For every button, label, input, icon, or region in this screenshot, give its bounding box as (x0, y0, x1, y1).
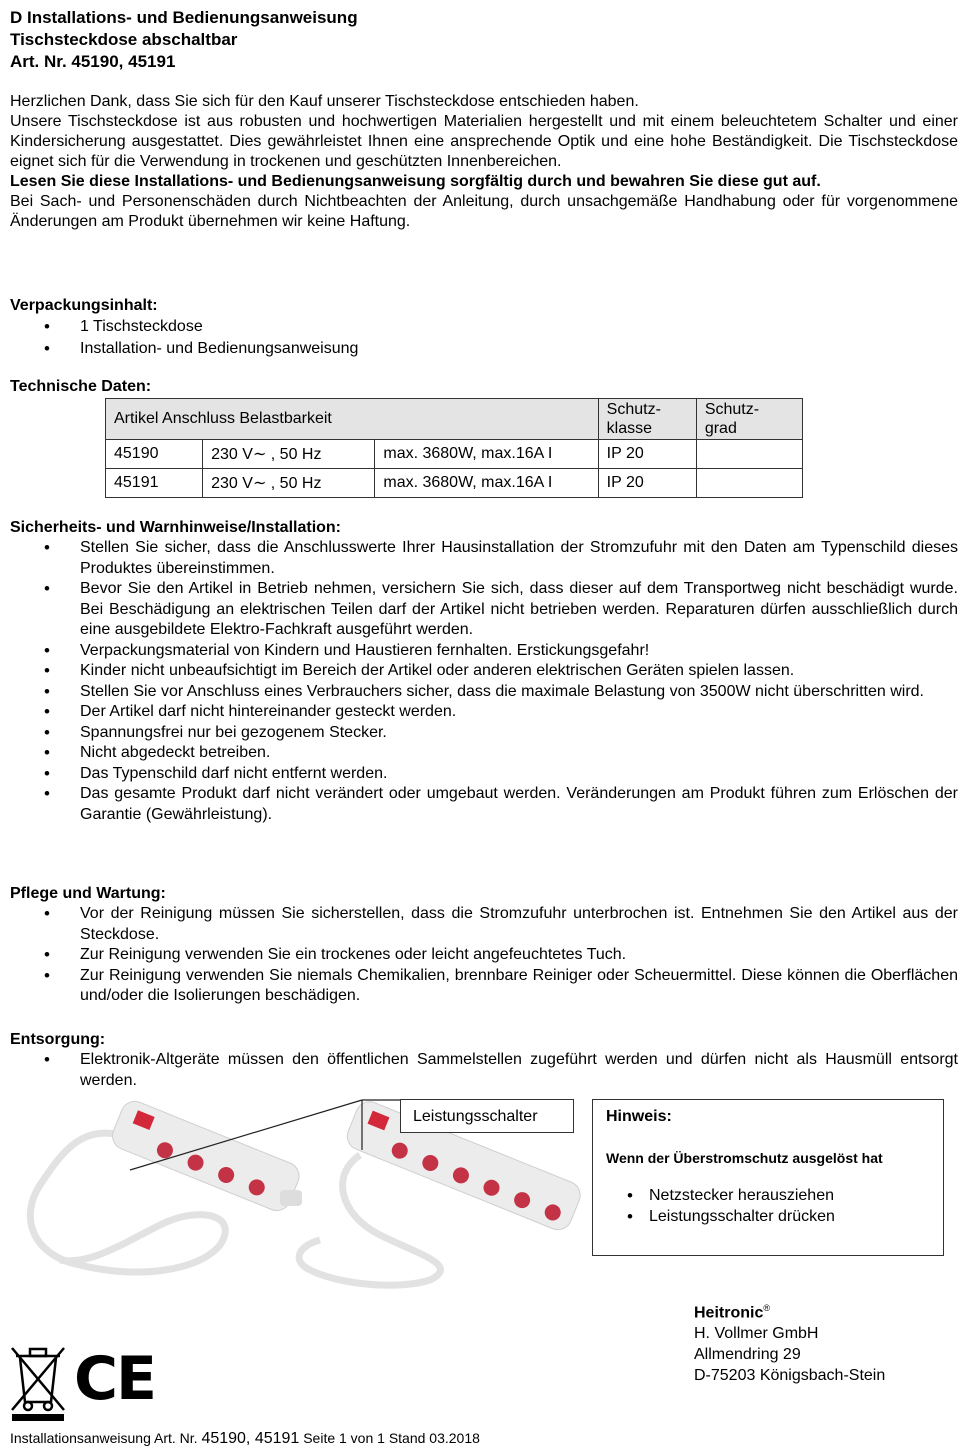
list-item: • Das gesamte Produkt darf nicht verändert oder umgebaut werden. Veränderungen am Produkt führen zum Erlöschen der Garantie (Gewährleistung). (10, 784, 958, 825)
switch-callout-label: Leistungsschalter (400, 1099, 574, 1133)
table-row (106, 469, 803, 498)
document-title (10, 7, 358, 73)
ce-mark: CE (74, 1344, 156, 1414)
company-street: Allmendring 29 (694, 1346, 801, 1364)
intro-description: Unsere Tischsteckdose ist aus robusten und hochwertigen Materialien hergestellt und mit einem beleuchtetem Schalter und einer Kindersicherung ausgestattet. Dies gewährleistet Ihnen eine ansprechende Optik und eine hohe Beständigkeit. Die Tischsteckdose eignet sich für die Verwendung in trockenen und geschützten Innenbereichen. (10, 113, 958, 170)
company-block (694, 1298, 885, 1386)
list-item: • Bevor Sie den Artikel in Betrieb nehmen, versichern Sie sich, dass dieser auf dem Transportweg nicht beschädigt wurde. Bei Beschädigung an elektrischen Teilen darf der Artikel nicht betrieben werden. Reparaturen dürfen ausschließlich durch eine ausgebildete Elektro-Fachkraft ausgeführt werden. (10, 579, 958, 641)
list-item: • Leistungsschalter drücken (593, 1207, 933, 1228)
safety-heading: Sicherheits- und Warnhinweise/Installation: (10, 519, 342, 536)
list-item: • Installation- und Bedienungsanweisung (10, 338, 958, 360)
weee-bin-icon (8, 1344, 68, 1422)
note-box (592, 1099, 944, 1256)
header-cell-articles (106, 399, 599, 440)
tech-table (105, 398, 803, 498)
list-item: • Elektronik-Altgeräte müssen den öffentlichen Sammelstellen zugeführt werden und dürfen nicht als Hausmüll entsorgt werden. (10, 1050, 958, 1091)
list-item: • Zur Reinigung verwenden Sie ein trockenes oder leicht angefeuchtetes Tuch. (10, 945, 958, 966)
list-item: • Netzstecker herausziehen (593, 1186, 933, 1207)
intro-section (10, 92, 958, 232)
care-section (10, 884, 958, 1007)
list-item: • Das Typenschild darf nicht entfernt werden. (10, 764, 958, 785)
care-heading: Pflege und Wartung: (10, 885, 166, 902)
cell-protection-degree (696, 440, 802, 469)
list-item: • Spannungsfrei nur bei gezogenem Stecker. (10, 723, 958, 744)
footer-article-numbers: 45190, 45191 (201, 1430, 300, 1447)
title-line-2: Tischsteckdose abschaltbar (10, 30, 238, 49)
list-item: • Vor der Reinigung müssen Sie sicherstellen, dass die Stromzufuhr unterbrochen ist. Entnehmen Sie den Artikel aus der Steckdose. (10, 904, 958, 945)
intro-liability: Bei Sach- und Personenschäden durch Nichtbeachten der Anleitung, durch unsachgemäße Handhabung oder für vorgenommene Änderungen am Produkt übernehmen wir keine Haftung. (10, 193, 958, 230)
list-item: • Verpackungsmaterial von Kindern und Haustieren fernhalten. Erstickungsgefahr! (10, 641, 958, 662)
header-label: Artikel Anschluss Belastbarkeit (114, 410, 332, 427)
list-item: • 1 Tischsteckdose (10, 316, 958, 338)
list-item: • Stellen Sie sicher, dass die Anschlusswerte Ihrer Hausinstallation der Stromzufuhr mit den Daten am Typenschild dieses Produktes übereinstimmen. (10, 538, 958, 579)
packaging-section (10, 296, 958, 360)
note-title: Hinweis: (606, 1108, 672, 1125)
list-item: • Der Artikel darf nicht hintereinander gesteckt werden. (10, 702, 958, 723)
packaging-heading: Verpackungsinhalt: (10, 297, 158, 314)
header-cell-protection-class: Schutz- klasse (598, 399, 696, 440)
disposal-heading: Entsorgung: (10, 1031, 106, 1048)
table-row (106, 440, 803, 469)
cell-protection-degree (696, 469, 802, 498)
safety-section (10, 518, 958, 825)
footer-doc-label: Installationsanweisung Art. Nr. (10, 1430, 198, 1446)
intro-read-notice: Lesen Sie diese Installations- und Bedienungsanweisung sorgfältig durch und bewahren Sie diese gut auf. (10, 173, 821, 190)
company-city: D-75203 Königsbach-Stein (694, 1367, 886, 1385)
cell-protection-class: IP 20 (598, 469, 696, 498)
cell-load: max. 3680W, max.16A I (375, 440, 598, 469)
table-header-row (106, 399, 803, 440)
cell-article: 45190 (106, 440, 203, 469)
company-name: H. Vollmer GmbH (694, 1325, 819, 1343)
list-item: • Stellen Sie vor Anschluss eines Verbrauchers sicher, dass die maximale Belastung von 3500W nicht überschritten wird. (10, 682, 958, 703)
cell-article: 45191 (106, 469, 203, 498)
note-subtitle: Wenn der Überstromschutz ausgelöst hat (606, 1150, 883, 1166)
title-line-3: Art. Nr. 45190, 45191 (10, 52, 176, 71)
disposal-section (10, 1030, 958, 1091)
footer (10, 1428, 480, 1449)
tech-heading: Technische Daten: (10, 378, 152, 395)
footer-page-info: Seite 1 von 1 Stand 03.2018 (303, 1430, 480, 1446)
plug-right (280, 1190, 302, 1206)
registered-mark: ® (763, 1303, 770, 1313)
list-item: • Zur Reinigung verwenden Sie niemals Chemikalien, brennbare Reiniger oder Scheuermittel. Diese können die Oberflächen und/oder die Isolierungen beschädigen. (10, 966, 958, 1007)
list-item: • Kinder nicht unbeaufsichtigt im Bereich der Artikel oder anderen elektrischen Geräten spielen lassen. (10, 661, 958, 682)
title-line-1: D Installations- und Bedienungsanweisung (10, 8, 358, 27)
company-brand: Heitronic (694, 1304, 764, 1322)
list-item: • Nicht abgedeckt betreiben. (10, 743, 958, 764)
cell-load: max. 3680W, max.16A I (375, 469, 598, 498)
power-strip-left (108, 1097, 303, 1215)
cell-protection-class: IP 20 (598, 440, 696, 469)
cell-connection: 230 V∼ , 50 Hz (203, 469, 375, 498)
intro-thanks: Herzlichen Dank, dass Sie sich für den Kauf unserer Tischsteckdose entschieden haben. (10, 93, 639, 110)
header-cell-protection-degree: Schutz- grad (696, 399, 802, 440)
cell-connection: 230 V∼ , 50 Hz (203, 440, 375, 469)
